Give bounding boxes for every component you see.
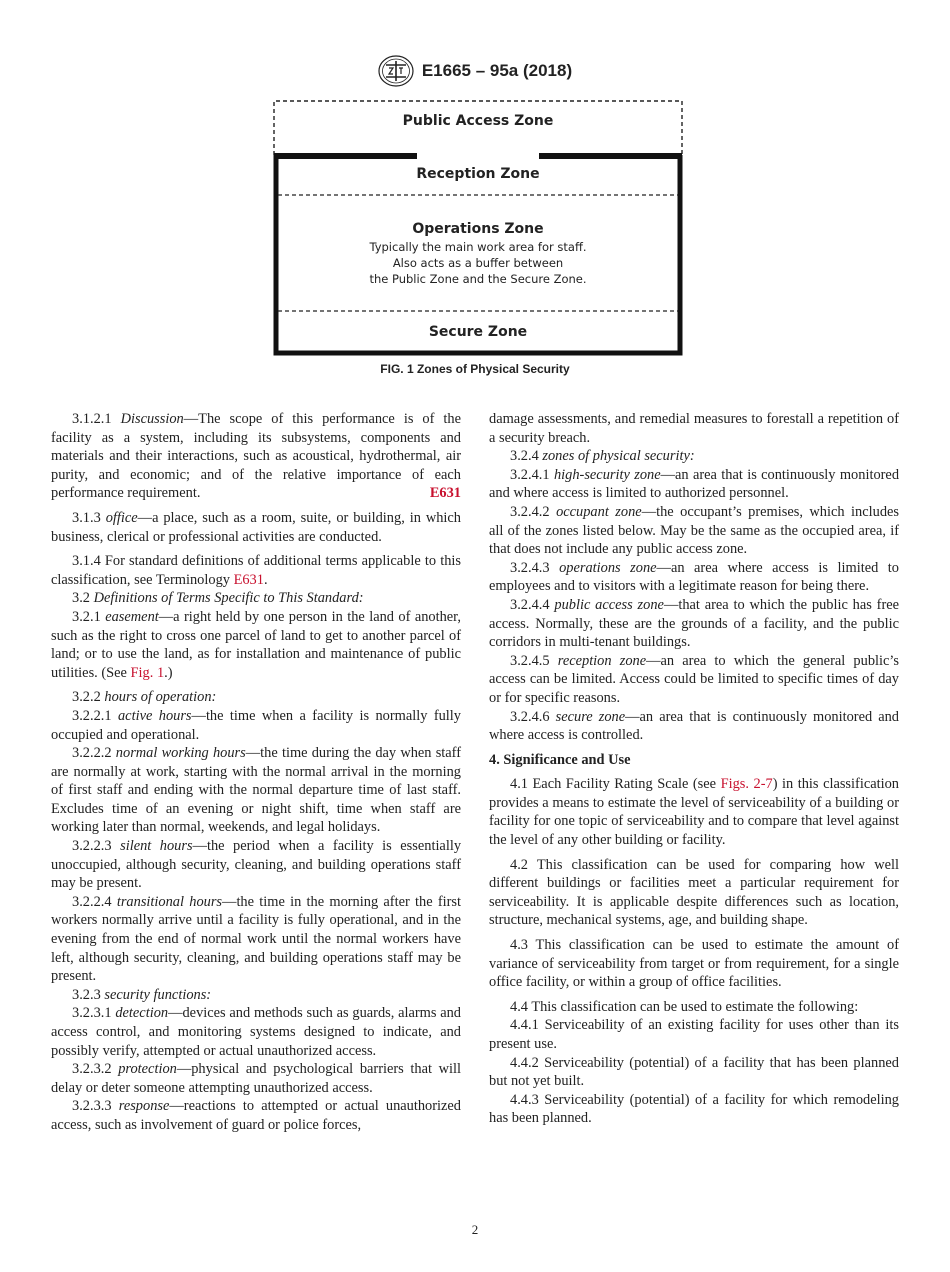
figure-link[interactable]: Fig. 1 — [130, 664, 165, 681]
paragraph-4-2: 4.2 This classification can be used for comparing how well different buildings or facilities meet a particular requirement for serviceability. It is applicable despite differences such as location, structure, mechanical systems, age, and building shape. — [489, 856, 899, 929]
operations-zone-description-line: Typically the main work area for staff. — [369, 240, 587, 254]
paragraph-3-2: 3.2 Definitions of Terms Specific to This Standard: — [72, 590, 364, 607]
paragraph-4-1: 4.1 Each Facility Rating Scale (see Figs. 2-7) in this classification provides a means to estimate the level of serviceability of a building or facility for one topic of serviceability and to compare that level against the level of any other building or facility. — [489, 776, 899, 849]
paragraph-4-4-1: 4.4.1 Serviceability of an existing facility for uses other than its present use. — [489, 1017, 899, 1052]
document-designation: E1665 – 95a (2018) — [421, 61, 573, 80]
operations-zone-label: Operations Zone — [412, 221, 544, 237]
right-column — [489, 410, 899, 1128]
paragraph-3-2-2-3: 3.2.2.3 silent hours—the period when a facility is essentially unoccupied, although security, cleaning, and building operations staff may be present. — [51, 838, 462, 892]
figure-caption: FIG. 1 Zones of Physical Security — [380, 362, 570, 376]
paragraph-3-2-3-3-continued: damage assessments, and remedial measures to forestall a repetition of a security breach. — [489, 411, 899, 446]
paragraph-3-2-4-2: 3.2.4.2 occupant zone—the occupant’s premises, which includes all of the zones listed below. May be the same as the occupied area, if that does not include any public access zone. — [489, 503, 900, 558]
paragraph-4-3: 4.3 This classification can be used to estimate the amount of variance of serviceability from target or from requirement, for a single office facility, or within a group of office facilities. — [489, 937, 899, 991]
page-header — [0, 54, 950, 88]
reference-link[interactable]: E631 — [233, 571, 264, 588]
paragraph-3-1-2-1: 3.1.2.1 Discussion—The scope of this performance is of the facility as a system, including its subsystems, components and materials and their interactions, such as acoustical, hydrothermal, air purity, and economic; and of the relative importance of each performance requirement. E631 — [51, 411, 462, 502]
paragraph-3-2-3-2: 3.2.3.2 protection—physical and psychological barriers that will delay or deter someone attempting unauthorized access. — [51, 1061, 462, 1096]
paragraph-3-2-3-1: 3.2.3.1 detection—devices and methods such as guards, alarms and access control, and monitoring systems designed to indicate, and possibly verify, attempted or actual unauthorized access. — [51, 1005, 462, 1059]
public-access-zone-label: Public Access Zone — [402, 113, 554, 129]
paragraph-3-2-4-1: 3.2.4.1 high-security zone—an area that is continuously monitored and where access is limited to authorized personnel. — [489, 466, 900, 502]
astm-logo-icon — [378, 55, 414, 87]
paragraph-3-2-3-3: 3.2.3.3 response—reactions to attempted or actual unauthorized access, such as involvement of guard or police forces, — [51, 1098, 461, 1133]
paragraph-3-2-3: 3.2.3 security functions: — [72, 986, 212, 1003]
reference-link[interactable]: E631 — [429, 485, 461, 502]
reception-zone-label: Reception Zone — [416, 166, 540, 182]
paragraph-3-2-4-5: 3.2.4.5 reception zone—an area to which the general public’s access can be limited. Access could be limited to specific times of day or for specific reasons. — [489, 652, 899, 706]
paragraph-3-2-4-4: 3.2.4.4 public access zone—that area to which the public has free access. Normally, these are the grounds of a facility, and the public corridors in multi-tenant buildings. — [489, 596, 900, 651]
figures-link[interactable]: Figs. 2-7 — [720, 776, 773, 793]
paragraph-3-2-2-2: 3.2.2.2 normal working hours—the time during the day when staff are normally at work, starting with the normal arrival in the morning of first staff and ending with the normal departure time of last staff. Excludes time of an evening or night shift, time when staff are working later than normal, weekends, and legal holidays. — [51, 745, 462, 836]
paragraph-3-2-2: 3.2.2 hours of operation: — [72, 689, 217, 706]
paragraph-3-2-2-4: 3.2.2.4 transitional hours—the time in the morning after the first workers normally arrive until a facility is fully operational, and in the evening from the end of normal work until the normal workers have left, although security, cleaning, and building operations staff may be present. — [51, 893, 462, 985]
paragraph-3-2-4-3: 3.2.4.3 operations zone—an area where access is limited to employees and to visitors with a legitimate reason for being there. — [489, 559, 899, 595]
paragraph-3-2-1: 3.2.1 easement—a right held by one person in the land of another, such as the right to cross one parcel of land to get to another parcel of land; or to use the land, as for installation and maintenance of public utilities. (See Fig. 1.) — [51, 608, 461, 681]
paragraph-4-4-3: 4.4.3 Serviceability (potential) of a facility for which remodeling has been planned. — [489, 1091, 899, 1127]
zones-diagram — [272, 99, 684, 357]
left-column — [51, 410, 461, 1135]
paragraph-3-1-4: 3.1.4 For standard definitions of additional terms applicable to this classification, see Terminology E631. — [51, 553, 461, 588]
secure-zone-label: Secure Zone — [428, 324, 528, 340]
operations-zone-description-line: Also acts as a buffer between — [392, 256, 564, 270]
paragraph-3-2-2-1: 3.2.2.1 active hours—the time when a facility is normally fully occupied and operational. — [51, 707, 461, 743]
page-number: 2 — [471, 1222, 479, 1237]
paragraph-4-4: 4.4 This classification can be used to estimate the following: — [510, 998, 859, 1015]
paragraph-3-1-3: 3.1.3 office—a place, such as a room, suite, or building, in which business, clerical or professional activities are conducted. — [51, 509, 461, 545]
paragraph-4-4-2: 4.4.2 Serviceability (potential) of a facility that has been planned but not yet built. — [489, 1054, 899, 1090]
paragraph-3-2-4-6: 3.2.4.6 secure zone—an area that is continuously monitored and where access is controlled. — [489, 708, 900, 744]
section-heading: 4. Significance and Use — [489, 751, 631, 768]
paragraph-3-2-4: 3.2.4 zones of physical security: — [510, 448, 695, 465]
operations-zone-description-line: the Public Zone and the Secure Zone. — [369, 272, 587, 286]
